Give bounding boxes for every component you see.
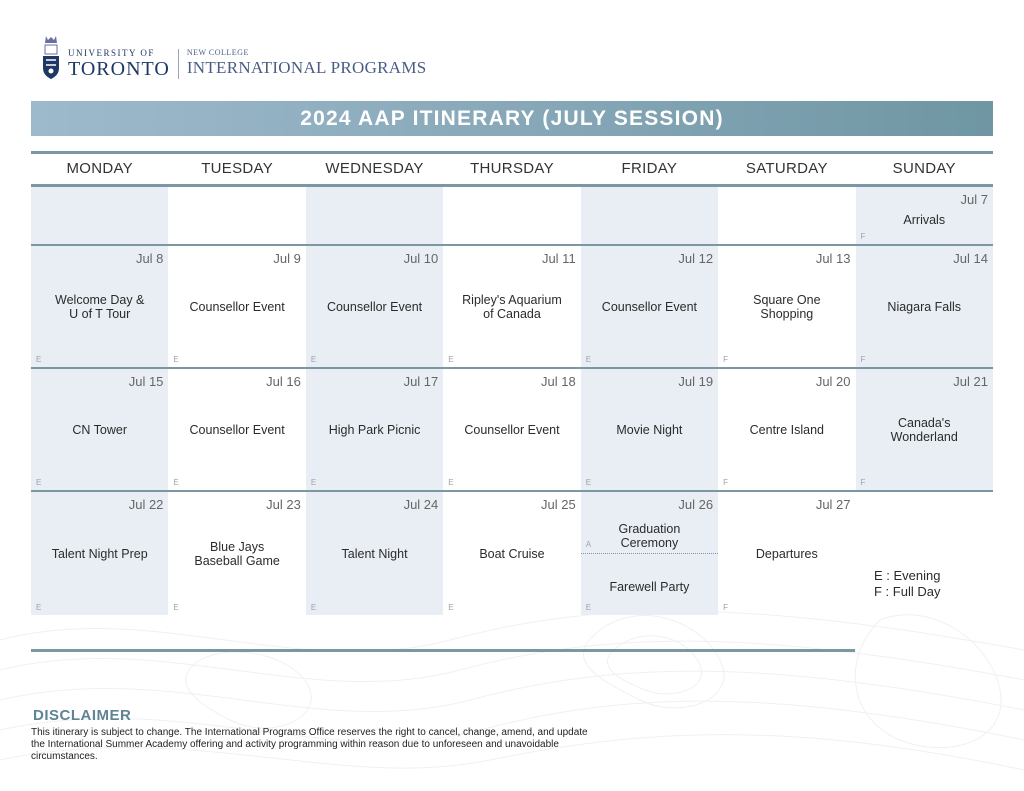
- day-date: Jul 20: [815, 374, 851, 389]
- day-event: [306, 195, 443, 244]
- weekday-monday: MONDAY: [66, 160, 133, 177]
- day-event: Square One Shopping: [753, 292, 821, 321]
- university-of-text: UNIVERSITY OF: [68, 48, 155, 58]
- day-event: Counsellor Event: [464, 422, 560, 437]
- day-date: Jul 23: [266, 497, 301, 512]
- day-event: [581, 195, 718, 244]
- day-event: Canada's Wonderland: [890, 415, 958, 444]
- day-date: Jul 17: [403, 374, 439, 389]
- day-date: Jul 19: [678, 374, 714, 389]
- weekday-wednesday: WEDNESDAY: [325, 160, 424, 177]
- day-event-second: Farewell Party: [609, 579, 690, 594]
- day-time-code: F: [723, 603, 728, 612]
- day-date: Jul 13: [815, 251, 851, 266]
- day-cell: [31, 369, 168, 492]
- day-cell: [718, 492, 855, 615]
- day-date: Jul 11: [541, 251, 576, 266]
- day-cell: [581, 246, 718, 369]
- day-time-code: E: [36, 603, 42, 612]
- day-cell: [856, 246, 993, 369]
- day-date: Jul 8: [135, 251, 164, 266]
- disclaimer-text: This itinerary is subject to change. The International Programs Office reserves the right to cancel, change, amend, and update the International Summer Academy offering and activity programming within reason due to unforeseen and unavoidable circumstances.: [31, 727, 588, 762]
- legend-evening: E : Evening: [874, 568, 941, 583]
- itinerary-title-banner: [31, 101, 993, 136]
- day-cell: [581, 187, 718, 246]
- day-time-code: F: [860, 232, 866, 241]
- day-cell: [856, 369, 993, 492]
- day-event: Ripley's Aquarium of Canada: [462, 292, 562, 321]
- day-cell: [443, 369, 580, 492]
- day-date: Jul 9: [273, 251, 301, 266]
- day-event: Counsellor Event: [189, 422, 285, 437]
- day-date: Jul 18: [540, 374, 576, 389]
- university-logo: [40, 32, 427, 82]
- day-date: Jul 12: [678, 251, 714, 266]
- day-time-code: E: [36, 355, 42, 364]
- day-date: Jul 10: [403, 251, 439, 266]
- day-cell: [443, 246, 580, 369]
- legend-full-day: F : Full Day: [874, 584, 941, 599]
- day-time-code: E: [173, 603, 179, 612]
- crest-icon: [40, 34, 62, 80]
- day-date: Jul 16: [266, 374, 301, 389]
- event-divider: [581, 553, 718, 554]
- day-date: Jul 24: [403, 497, 439, 512]
- day-date: Jul 21: [953, 374, 988, 389]
- day-event: Niagara Falls: [887, 299, 962, 314]
- day-time-code: F: [860, 478, 866, 487]
- day-cell: [443, 187, 580, 246]
- day-cell: [306, 369, 443, 492]
- day-time-code: F: [723, 478, 728, 487]
- day-cell: [168, 246, 305, 369]
- weekday-sunday: SUNDAY: [892, 160, 956, 177]
- day-cell: [31, 492, 168, 615]
- day-cell: [718, 369, 855, 492]
- day-time-code-second: E: [585, 603, 592, 612]
- day-event: Talent Night: [341, 546, 408, 561]
- day-time-code: A: [585, 540, 592, 549]
- disclaimer-title: DISCLAIMER: [33, 707, 132, 724]
- day-time-code: E: [310, 355, 317, 364]
- day-date: Jul 27: [815, 497, 851, 512]
- day-event: Welcome Day & U of T Tour: [55, 292, 145, 321]
- day-date: Jul 26: [678, 497, 714, 512]
- day-time-code: E: [173, 478, 179, 487]
- day-cell: [443, 492, 580, 615]
- international-programs-text: INTERNATIONAL PROGRAMS: [186, 58, 427, 77]
- day-time-code: E: [448, 603, 454, 612]
- day-time-code: E: [448, 478, 454, 487]
- page-title: 2024 AAP ITINERARY (JULY SESSION): [300, 106, 724, 130]
- day-cell: [168, 187, 305, 246]
- day-time-code: E: [310, 603, 317, 612]
- day-cell: [168, 492, 305, 615]
- day-time-code: E: [585, 355, 592, 364]
- weekday-tuesday: TUESDAY: [201, 160, 274, 177]
- day-event: Boat Cruise: [479, 546, 545, 561]
- logo-divider: [178, 49, 179, 79]
- weekday-friday: FRIDAY: [621, 160, 678, 177]
- day-cell: [718, 187, 855, 246]
- day-event: [168, 195, 305, 244]
- day-event: Departures: [755, 546, 818, 561]
- day-event: CN Tower: [72, 422, 128, 437]
- day-event: Graduation Ceremony: [618, 521, 681, 550]
- day-event: [443, 195, 580, 244]
- day-event: High Park Picnic: [328, 422, 421, 437]
- day-event: Centre Island: [749, 422, 824, 437]
- day-event: Talent Night Prep: [51, 546, 148, 561]
- day-event: Blue Jays Baseball Game: [194, 539, 280, 568]
- day-date: Jul 15: [128, 374, 164, 389]
- day-cell: [31, 187, 168, 246]
- day-cell: [306, 246, 443, 369]
- day-time-code: E: [448, 355, 454, 364]
- day-cell: [306, 187, 443, 246]
- day-event: Movie Night: [616, 422, 683, 437]
- day-event: Counsellor Event: [601, 299, 697, 314]
- day-time-code: E: [310, 478, 317, 487]
- legend: [874, 568, 941, 600]
- day-cell: [168, 369, 305, 492]
- day-time-code: E: [585, 478, 592, 487]
- day-time-code: E: [173, 355, 179, 364]
- day-date: Jul 7: [960, 192, 988, 207]
- day-time-code: E: [36, 478, 42, 487]
- day-date: Jul 22: [128, 497, 164, 512]
- day-event: Arrivals: [903, 212, 946, 227]
- day-event: Counsellor Event: [326, 299, 423, 314]
- day-event: [718, 195, 855, 244]
- toronto-text: TORONTO: [68, 58, 170, 80]
- day-date: Jul 25: [540, 497, 576, 512]
- day-cell: [581, 492, 718, 615]
- day-time-code: F: [723, 355, 728, 364]
- day-event: Counsellor Event: [189, 299, 285, 314]
- itinerary-calendar: [31, 151, 993, 615]
- calendar-bottom-rule: [31, 649, 855, 652]
- day-date: Jul 14: [953, 251, 988, 266]
- day-cell: [718, 246, 855, 369]
- day-cell: [856, 187, 993, 246]
- day-cell: [306, 492, 443, 615]
- weekday-thursday: THURSDAY: [470, 160, 554, 177]
- calendar-grid: [31, 187, 993, 615]
- day-cell: [581, 369, 718, 492]
- day-cell: [31, 246, 168, 369]
- weekday-header: [31, 151, 993, 187]
- weekday-saturday: SATURDAY: [745, 160, 828, 177]
- day-event: [31, 195, 168, 244]
- day-time-code: F: [860, 355, 866, 364]
- new-college-text: NEW COLLEGE: [186, 48, 249, 57]
